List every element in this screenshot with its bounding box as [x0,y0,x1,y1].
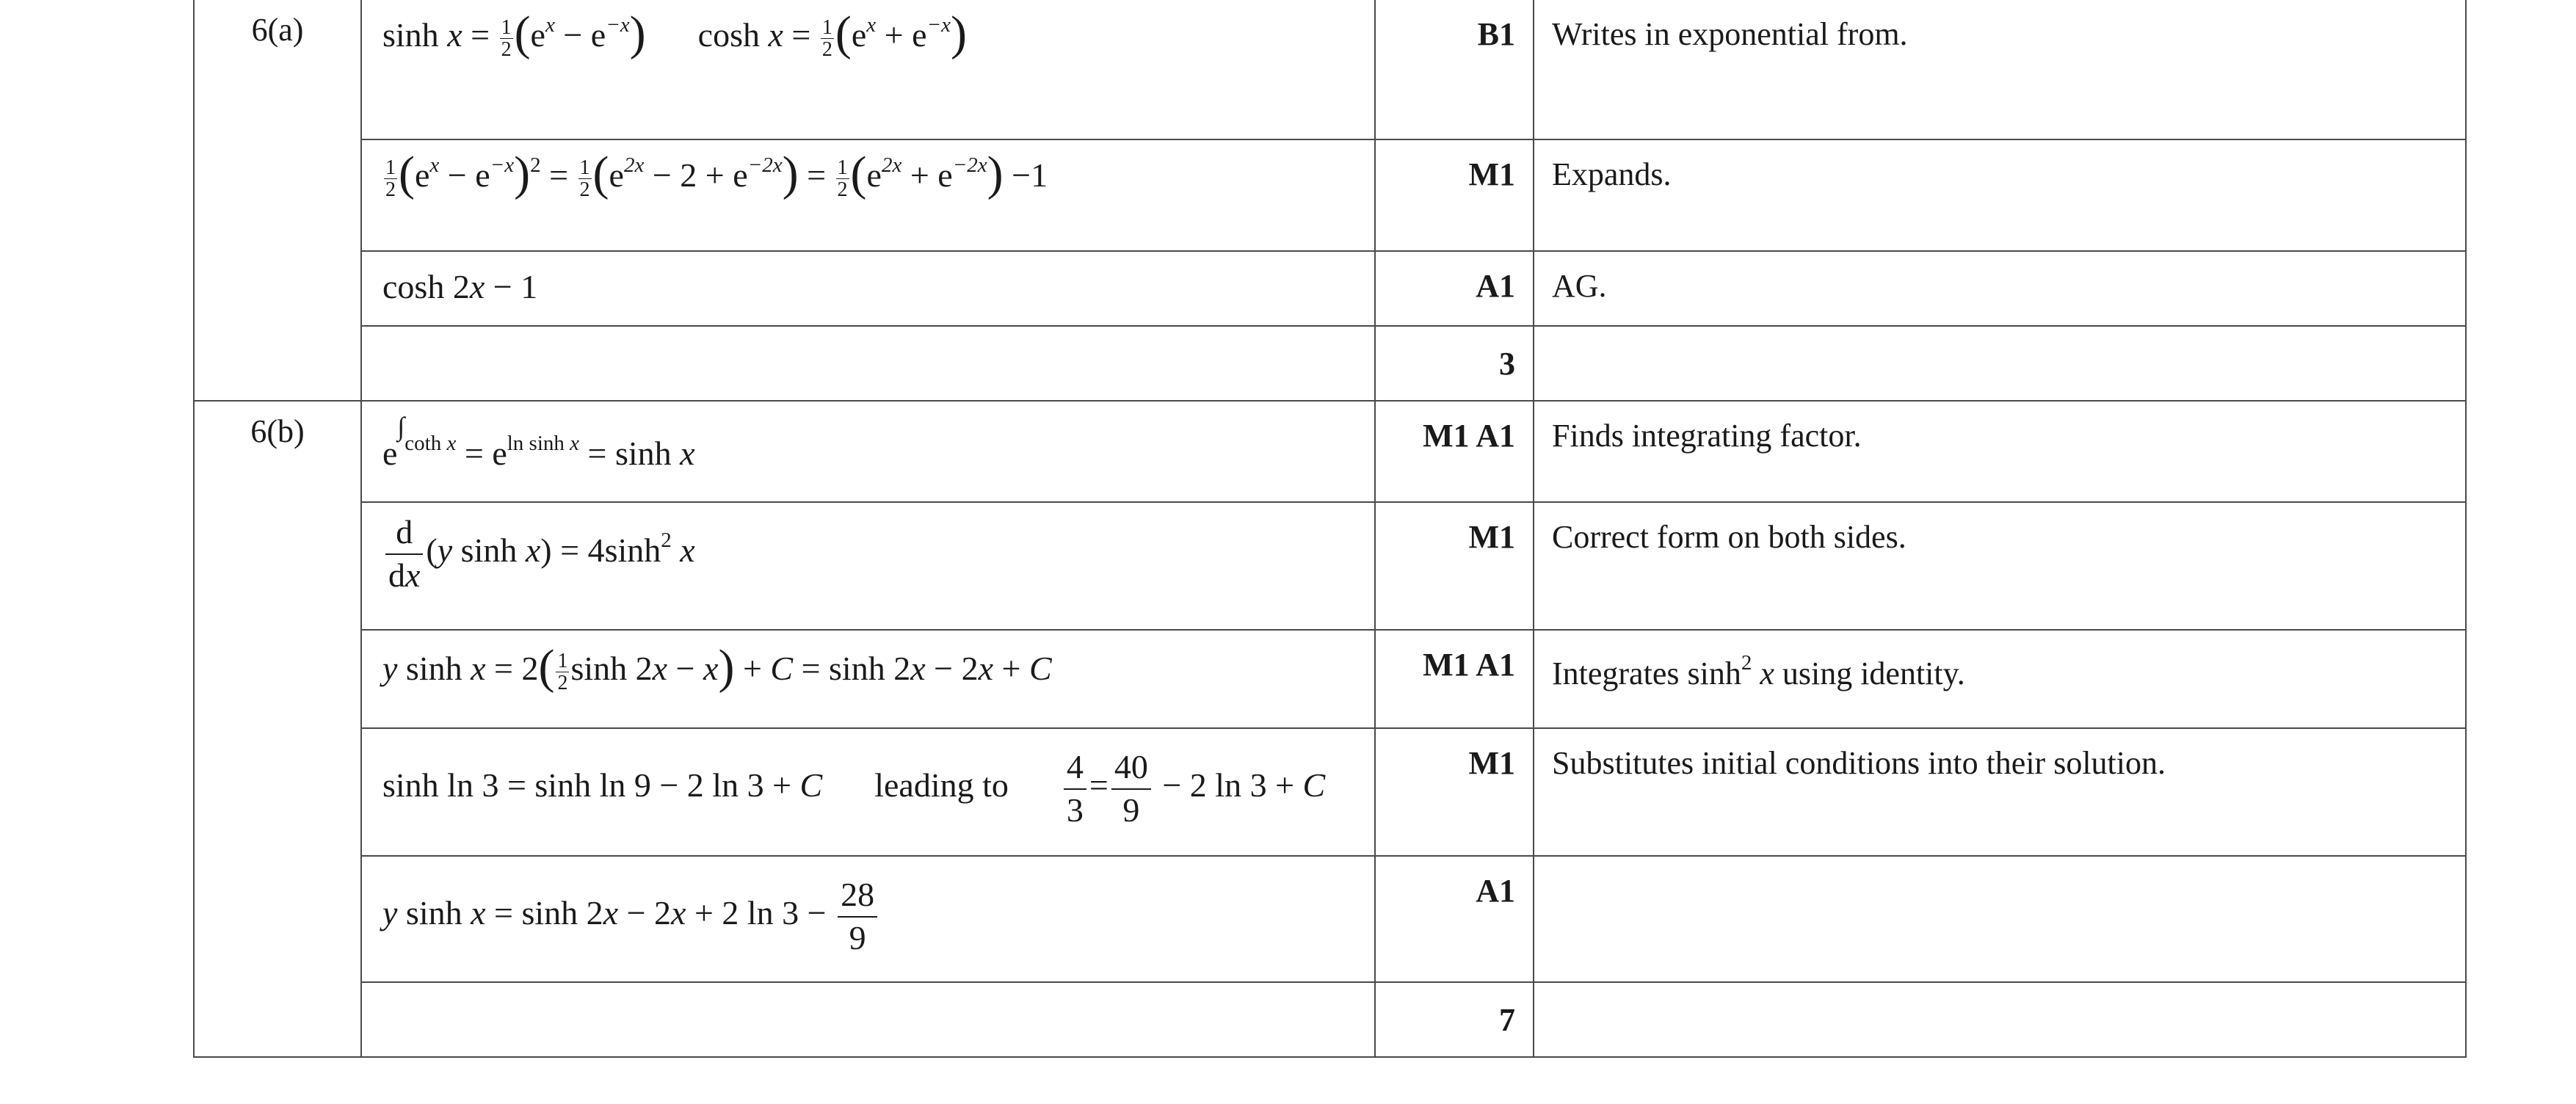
answer-cell [361,401,1375,502]
mark-cell: M1 [1375,502,1534,630]
table-row [194,982,2466,1057]
mark-cell: M1 A1 [1375,630,1534,728]
comment-cell: Integrates $\sinh^2 x$ using identity. [1534,630,2466,728]
table-row [194,139,2466,251]
answer-cell [361,856,1375,982]
question-cell [194,401,361,1057]
mark-cell: M1 [1375,728,1534,856]
question-label: 6(b) [250,413,305,449]
comment-cell: Substitutes initial conditions into their solution. [1534,728,2466,856]
table-row [194,326,2466,401]
answer-cell [361,0,1375,139]
mark-cell: B1 [1375,0,1534,139]
table-row [194,502,2466,630]
comment-cell: Expands. [1534,139,2466,251]
comment-cell: AG. [1534,251,2466,326]
mark-cell: M1 [1375,139,1534,251]
mark-scheme-table [193,0,2467,1058]
answer-expression: $\frac{1}{2}$ $(e^x - e^{-x})^2$ = $\frac{1}{2}$ $(e^{2x} - 2 + e^{-2x})$ = $\frac{1}{2}$ $(e^{2x} + e^{-2x}) -1$ [385,147,1048,201]
table-row [194,630,2466,728]
comment-cell [1534,982,2466,1057]
mark-cell: A1 [1375,251,1534,326]
answer-cell [361,326,1375,401]
comment-cell: Correct form on both sides. [1534,502,2466,630]
answer-expression: $\frac{d}{dx}$ (y $\sinh x) = 4\sinh^2$ x [382,531,695,569]
answer-cell [361,728,1375,856]
answer-cell [361,502,1375,630]
table-row [194,856,2466,982]
answer-cell [361,139,1375,251]
table-row [194,0,2466,139]
total-mark-cell: 7 [1375,982,1534,1057]
mark-cell: M1 A1 [1375,401,1534,502]
comment-cell: Finds integrating factor. [1534,401,2466,502]
comment-cell [1534,856,2466,982]
answer-expression: sinh x = $\frac{1}{2}$ $(e^x - e^{-x})$ cosh x = $\frac{1}{2}$ $(e^x + e^{-x})$ [382,7,967,61]
answer-cell [361,251,1375,326]
answer-cell [361,630,1375,728]
answer-expression: cosh 2x − 1 [382,268,538,305]
question-label: 6(a) [251,12,304,48]
comment-cell [1534,326,2466,401]
table-row [194,401,2466,502]
table-row [194,251,2466,326]
table-row [194,728,2466,856]
answer-cell [361,982,1375,1057]
answer-expression: $e^{\int coth x} = e^{ln sinh x} = \sinh x$ [382,412,695,472]
answer-expression: y sinh x = 2( $\frac{1}{2}$ sinh 2x − x) + C = sinh 2x − 2x + C [382,640,1052,694]
comment-cell: Writes in exponential from. [1534,0,2466,139]
answer-expression: sinh ln 3 = sinh ln 9 − 2 ln 3 + C leading to $\frac{4}{3}$ = $\frac{40}{9}$ − 2 ln 3 + C [382,748,1326,829]
question-cell [194,0,361,401]
answer-expression: y sinh x = sinh 2x − 2x + 2 ln 3 − $\frac{28}{9}$ [382,894,880,932]
total-mark-cell: 3 [1375,326,1534,401]
mark-cell: A1 [1375,856,1534,982]
